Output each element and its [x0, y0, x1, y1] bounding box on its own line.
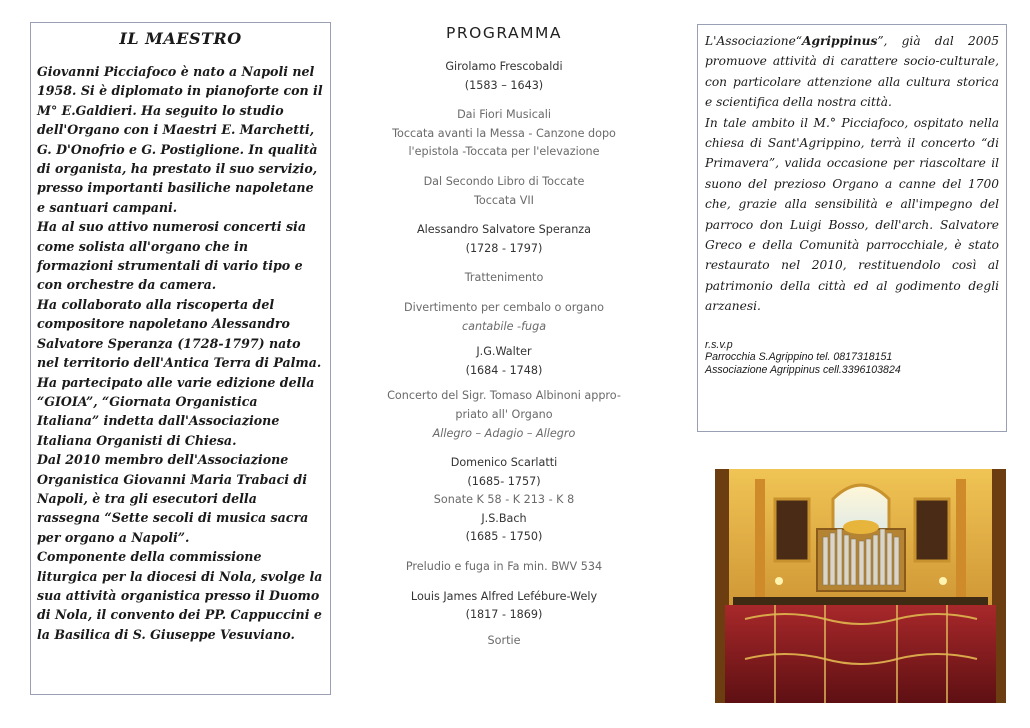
composer-name: J.G.Walter: [476, 345, 532, 359]
bio-paragraph: Ha partecipato alle varie edizione della “GIOIA”, “Giornata Organistica Italiana” indetta dall'Associazione Italiana Organisti di Chiesa.: [37, 374, 315, 448]
composer-dates: (1685 - 1750): [465, 530, 543, 544]
work-title: Dal Secondo Libro di Toccate: [423, 174, 585, 188]
work-title: Trattenimento: [464, 271, 544, 285]
work-title: priato all' Organo: [455, 407, 553, 421]
work-title: Dai Fiori Musicali: [457, 108, 551, 122]
association-text: [705, 31, 999, 317]
contact-line: Associazione Agrippinus cell.3396103824: [705, 364, 901, 377]
maestro-title: IL MAESTRO: [119, 29, 242, 48]
bio-paragraph: Ha collaborato alla riscoperta del compositore napoletano Alessandro Salvatore Speranza (1728-1797) nato nel territorio dell'Antica Terra di Palma.: [37, 296, 322, 371]
bio-paragraph: Ha al suo attivo numerosi concerti sia come solista all'organo che in formazioni strumentali di vario tipo e con orchestre da camera.: [37, 219, 306, 293]
association-name: Agrippinus: [802, 34, 878, 48]
organ-photo: [715, 469, 1006, 703]
work-title: Sonate K 58 - K 213 - K 8: [433, 493, 575, 507]
contact-line: Parrocchia S.Agrippino tel. 0817318151: [705, 351, 893, 364]
organ-loft-image: [715, 469, 1006, 703]
composer-name: J.S.Bach: [481, 511, 527, 525]
programma-column: [370, 24, 638, 704]
work-title: Sortie: [487, 633, 521, 647]
association-intro: L'Associazione“Agrippinus”, già dal 2005 promuove attività di carattere socio-culturale, con particolare attenzione alla cultura storica e scientifica della nostra città.: [705, 34, 999, 110]
bio-paragraph: Dal 2010 membro dell'Associazione Organistica Giovanni Maria Trabaci di Napoli, è tra gli esecutori della rassegna “Sette secoli di musica sacra per organo a Napoli”.: [37, 452, 309, 545]
composer-dates: (1728 - 1797): [465, 241, 543, 255]
work-title: Divertimento per cembalo o organo: [403, 300, 605, 314]
work-title: Toccata avanti la Messa - Canzone dopo: [392, 126, 616, 140]
work-title: l'epistola -Toccata per l'elevazione: [408, 145, 600, 159]
work-title: Toccata VII: [474, 193, 534, 207]
maestro-panel: [30, 22, 331, 695]
programma-title: PROGRAMMA: [446, 24, 562, 42]
work-title: Concerto del Sigr. Tomaso Albinoni appro-: [387, 389, 621, 403]
association-panel: [697, 24, 1007, 432]
composer-name: Louis James Alfred Lefébure-Wely: [410, 589, 598, 603]
composer-name: Girolamo Frescobaldi: [445, 60, 563, 73]
composer-dates: (1684 - 1748): [465, 363, 543, 377]
work-movements: cantabile -fuga: [461, 319, 547, 333]
work-title: Preludio e fuga in Fa min. BWV 534: [405, 560, 603, 574]
bio-paragraph: Giovanni Picciafoco è nato a Napoli nel 1958. Si è diplomato in pianoforte con il M° E.Galdieri. Ha seguito lo studio dell'Organo con i Maestri E. Marchetti, G. D'Onofrio e G. Postiglione. In qualità di organista, ha prestato il suo servizio, presso importanti basiliche napoletane e santuari campani.: [37, 64, 323, 215]
rsvp-contacts: [705, 339, 999, 377]
rsvp-label: r.s.v.p: [705, 338, 733, 351]
composer-name: Domenico Scarlatti: [450, 456, 558, 470]
composer-dates: (1685- 1757): [467, 474, 541, 488]
composer-name: Alessandro Salvatore Speranza: [416, 223, 592, 237]
composer-dates: (1817 - 1869): [465, 608, 543, 622]
maestro-bio: [37, 62, 324, 644]
composer-dates: (1583 – 1643): [464, 78, 544, 92]
bio-paragraph: Componente della commissione liturgica per la diocesi di Nola, svolge la sua attività organistica presso il Duomo di Nola, il convento dei PP. Cappuccini e la Basilica di S. Giuseppe Vesuviano.: [37, 549, 323, 642]
concert-description: In tale ambito il M.° Picciafoco, ospitato nella chiesa di Sant'Agrippino, terrà il concerto “di Primavera”, valida occasione per riascoltare il suono del prezioso Organo a canne del 1700 che, grazie alla sensibilità e all'impegno del parroco don Luigi Bosso, dell'arch. Salvatore Greco e della Comunità parrocchiale, è stato restaurato nel 2010, restituendolo così al patrimonio della città ed al godimento degli arzanesi.: [705, 115, 999, 314]
work-movements: Allegro – Adagio – Allegro: [432, 426, 576, 440]
